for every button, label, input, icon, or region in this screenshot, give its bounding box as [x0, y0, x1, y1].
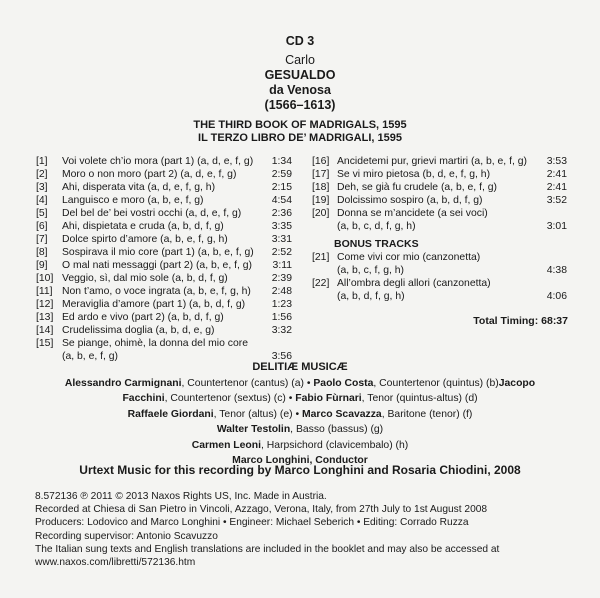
ensemble-name: DELITIÆ MUSICÆ — [252, 361, 348, 373]
track-title: Deh, se già fu crudele (a, b, e, f, g) — [337, 182, 497, 193]
credit-line: Producers: Lodovico and Marco Longhini • Engineer: Michael Seberich • Editing: Corrado Ruzza — [35, 517, 469, 529]
track-time: 2:48 — [271, 286, 292, 297]
track-number: [5] — [36, 208, 48, 219]
performers — [0, 360, 600, 469]
conductor-name: Marco Longhini, Conductor — [232, 455, 368, 466]
album-title-it: IL TERZO LIBRO DE’ MADRIGALI, 1595 — [198, 132, 402, 144]
track-number: [11] — [36, 286, 53, 297]
track-title: Moro o non moro (part 2) (a, d, e, f, g) — [62, 169, 237, 180]
credit-line: Recorded at Chiesa di San Pietro in Vincoli, Azzago, Verona, Italy, from 27th July to 1st August 2008 — [35, 504, 488, 516]
album-title-en: THE THIRD BOOK OF MADRIGALS, 1595 — [193, 119, 407, 131]
track-title: Crudelissima doglia (a, b, d, e, g) — [62, 325, 215, 336]
track-title: Come vivi cor mio (canzonetta) — [337, 252, 481, 263]
track-time: 2:15 — [271, 182, 292, 193]
track-title: Ahi, disperata vita (a, d, e, f, g, h) — [62, 182, 216, 193]
performer-role: , Harpsichord (clavicembalo) (h) — [261, 439, 409, 451]
composer-place: da Venosa — [269, 83, 331, 97]
track-number: [1] — [36, 156, 48, 167]
track-time: 1:23 — [271, 299, 292, 310]
track-voices: (a, b, c, f, g, h) — [337, 265, 404, 276]
track-number: [16] — [312, 156, 330, 167]
track-title: Voi volete ch’io mora (part 1) (a, d, e, f, g) — [62, 156, 254, 167]
track-title: Meraviglia d’amore (part 1) (a, b, d, f, g) — [62, 299, 246, 310]
performer-name: Paolo Costa — [313, 377, 374, 389]
track-number: [3] — [36, 182, 48, 193]
track-number: [13] — [36, 312, 54, 323]
track-time: 4:38 — [546, 265, 567, 276]
track-time: 1:34 — [271, 156, 292, 167]
track-number: [10] — [36, 273, 54, 284]
track-number: [12] — [36, 299, 54, 310]
performer-line-3 — [0, 407, 600, 423]
track-number: [14] — [36, 325, 54, 336]
performer-line-2 — [0, 391, 600, 407]
track-title: Ahi, dispietata e cruda (a, b, d, f, g) — [62, 221, 224, 232]
recording-credits — [35, 490, 499, 569]
track-number: [21] — [312, 252, 330, 263]
performer-line-1 — [0, 376, 600, 392]
track-number: [2] — [36, 169, 48, 180]
performer-role: , Basso (bassus) (g) — [290, 424, 384, 435]
credit-line: www.naxos.com/libretti/572136.htm — [35, 557, 196, 569]
track-number: [7] — [36, 234, 48, 245]
composer-first-name: Carlo — [285, 53, 315, 67]
track-number: [22] — [312, 278, 330, 289]
credit-line: 8.572136 ℗ 2011 © 2013 Naxos Rights US, Inc. Made in Austria. — [35, 491, 327, 502]
performer-name: Carmen Leoni — [191, 439, 262, 451]
track-time: 3:01 — [546, 221, 567, 232]
performer-name: Walter Testolin — [216, 424, 291, 435]
track-time: 3:56 — [271, 351, 292, 362]
track-row — [312, 251, 567, 277]
track-number: [4] — [36, 195, 48, 206]
track-time: 3:35 — [271, 221, 292, 232]
track-row — [312, 277, 567, 303]
performer-name: Marco Scavazza — [302, 408, 382, 420]
track-time: 2:41 — [546, 169, 567, 180]
composer-last-name: GESUALDO — [264, 68, 336, 82]
track-time: 3:11 — [272, 260, 292, 271]
track-title: Ancidetemi pur, grievi martiri (a, b, e, f, g) — [337, 156, 527, 167]
track-time: 4:54 — [271, 195, 292, 206]
total-timing: Total Timing: 68:37 — [473, 315, 568, 327]
performer-role: , Countertenor (quintus) (b) — [373, 377, 499, 389]
performer-role: , Countertenor (sextus) (c) • — [164, 393, 296, 404]
track-title: Veggio, sì, dal mio sole (a, b, d, f, g) — [62, 273, 228, 284]
track-number: [8] — [36, 247, 48, 258]
track-title: Donna se m’ancidete (a sei voci) — [337, 208, 488, 219]
performer-name: Alessandro Carmignani — [64, 377, 182, 389]
track-title: Sospirava il mio core (part 1) (a, b, e, f, g) — [62, 247, 254, 258]
track-number: [17] — [312, 169, 330, 180]
track-title: Dolce spirto d’amore (a, b, e, f, g, h) — [62, 234, 228, 245]
track-title: O mal nati messaggi (part 2) (a, b, e, f, g) — [62, 260, 252, 271]
track-title: Del bel de’ bei vostri occhi (a, d, e, f, g) — [62, 208, 242, 219]
track-time: 3:52 — [546, 195, 567, 206]
performer-role: , Tenor (altus) (e) • — [213, 408, 302, 420]
performer-name: Raffaele Giordani — [127, 408, 214, 420]
track-number: [9] — [36, 260, 48, 271]
performer-line-4 — [0, 422, 600, 438]
track-title: Ed ardo e vivo (part 2) (a, b, d, f, g) — [62, 312, 224, 323]
track-title: Se piange, ohimè, la donna del mio core — [62, 338, 248, 349]
track-number: [20] — [312, 208, 330, 219]
track-row — [312, 207, 567, 233]
track-voices: (a, b, c, d, f, g, h) — [337, 221, 416, 232]
track-title: Languisco e moro (a, b, e, f, g) — [62, 195, 204, 206]
track-time: 3:53 — [546, 156, 567, 167]
credit-line: The Italian sung texts and English translations are included in the booklet and may also be accessed at — [35, 543, 500, 555]
performer-line-5 — [0, 438, 600, 454]
header — [0, 34, 600, 145]
composer-dates: (1566–1613) — [264, 98, 336, 112]
performer-name: Jacopo — [498, 377, 536, 389]
urtext-credit: Urtext Music for this recording by Marco Longhini and Rosaria Chiodini, 2008 — [79, 463, 521, 477]
track-number: [19] — [312, 195, 330, 206]
track-number: [18] — [312, 182, 330, 193]
track-time: 3:31 — [271, 234, 292, 245]
track-voices: (a, b, d, f, g, h) — [337, 291, 405, 302]
bonus-tracks-heading: BONUS TRACKS — [334, 238, 419, 250]
track-time: 2:39 — [271, 273, 292, 284]
track-number: [15] — [36, 338, 54, 349]
track-voices: (a, b, e, f, g) — [62, 351, 119, 362]
credit-line: Recording supervisor: Antonio Scavuzzo — [35, 530, 218, 542]
track-time: 2:52 — [271, 247, 292, 258]
cd-number: CD 3 — [285, 34, 315, 48]
track-title: Dolcissimo sospiro (a, b, d, f, g) — [337, 195, 483, 206]
performer-role: , Countertenor (cantus) (a) • — [181, 377, 314, 389]
performer-role: , Baritone (tenor) (f) — [381, 408, 473, 420]
performer-role: , Tenor (quintus-altus) (d) — [361, 393, 478, 404]
track-title: Se vi miro pietosa (b, d, e, f, g, h) — [337, 169, 491, 180]
track-time: 3:32 — [271, 325, 292, 336]
track-time: 1:56 — [271, 312, 292, 323]
track-time: 4:06 — [546, 291, 567, 302]
track-time: 2:41 — [546, 182, 567, 193]
track-number: [6] — [36, 221, 48, 232]
track-time: 2:36 — [271, 208, 292, 219]
performer-name: Fabio Fùrnari — [295, 393, 362, 404]
performer-name: Facchini — [122, 393, 165, 404]
track-time: 2:59 — [271, 169, 292, 180]
track-title: Non t’amo, o voce ingrata (a, b, e, f, g, h) — [62, 286, 251, 297]
track-title: All’ombra degli allori (canzonetta) — [337, 278, 491, 289]
